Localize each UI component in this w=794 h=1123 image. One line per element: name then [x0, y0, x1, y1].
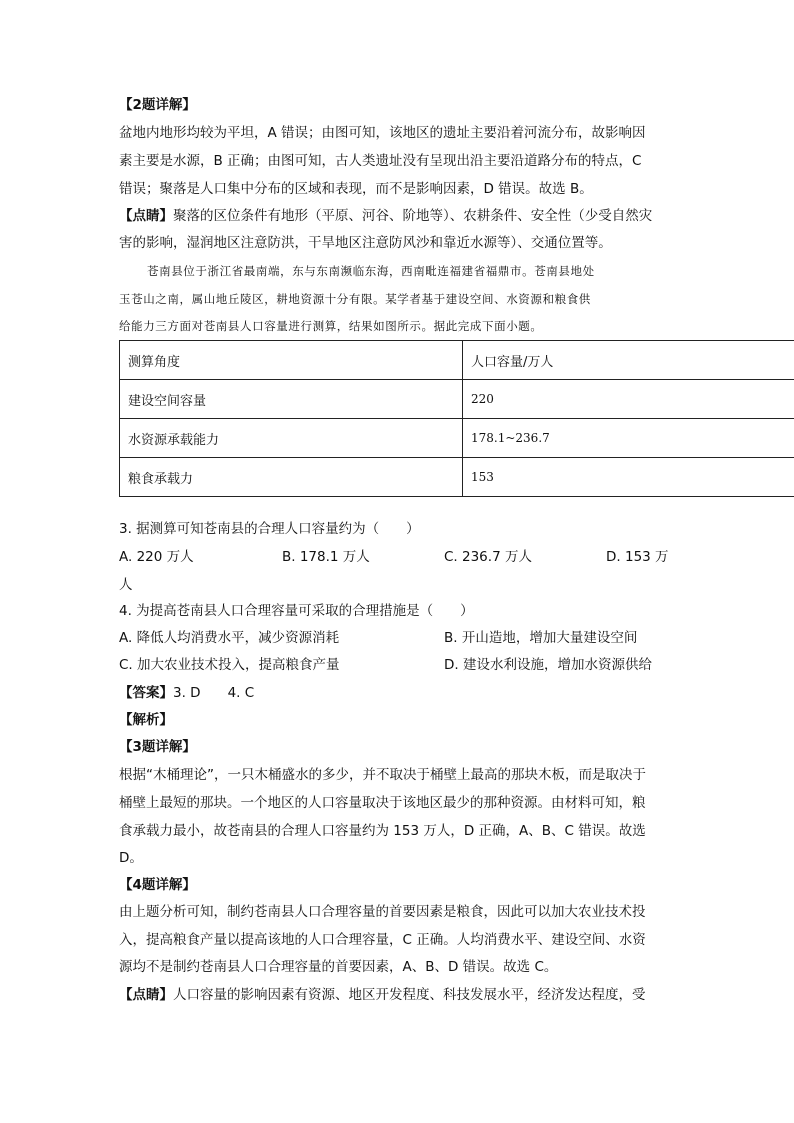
- q4detail-line-2: 入，提高粮食产量以提高该地的人口合理容量，C 正确。人均消费水平、建设空间、水资: [119, 932, 646, 948]
- table-cell: 153: [463, 458, 794, 497]
- q4detail-line-3: 源均不是制约苍南县人口合理容量的首要因素，A、B、D 错误。故选 C。: [119, 959, 558, 975]
- table-cell: 178.1~236.7: [463, 419, 794, 458]
- table-row: [120, 419, 794, 458]
- table-cell: 水资源承载能力: [120, 419, 463, 458]
- q3detail-line-1: 根据“木桶理论”，一只木桶盛水的多少，并不取决于桶壁上最高的那块木板，而是取决于: [119, 767, 646, 783]
- q4-option-a: A. 降低人均消费水平，减少资源消耗: [119, 630, 340, 646]
- table-header-cell: 人口容量/万人: [463, 341, 794, 380]
- q3-option-a: A. 220 万人: [119, 549, 194, 565]
- tip2-line: [119, 986, 646, 1004]
- passage-line-3: 给能力三方面对苍南县人口容量进行测算，结果如图所示。据此完成下面小题。: [119, 319, 543, 333]
- tip1-line-2: 害的影响，湿润地区注意防洪，干旱地区注意防风沙和靠近水源等）、交通位置等。: [119, 235, 612, 251]
- analysis-label: 【解析】: [119, 712, 173, 728]
- q3detail-line-4: D。: [119, 850, 143, 866]
- tip1-label: 【点睛】: [119, 208, 173, 224]
- q2-line-1: 盆地内地形均较为平坦，A 错误；由图可知，该地区的遗址主要沿着河流分布，故影响因: [119, 125, 646, 141]
- table-cell: 220: [463, 380, 794, 419]
- tip1-line-1: [119, 207, 652, 225]
- q4detail-line-1: 由上题分析可知，制约苍南县人口合理容量的首要因素是粮食，因此可以加大农业技术投: [119, 904, 646, 920]
- q3-option-b: B. 178.1 万人: [282, 549, 370, 565]
- tip1-text-1: 聚落的区位条件有地形（平原、河谷、阶地等）、农耕条件、安全性（少受自然灾: [173, 208, 653, 224]
- tip2-text: 人口容量的影响因素有资源、地区开发程度、科技发展水平，经济发达程度，受: [173, 987, 646, 1003]
- table-header-cell: 测算角度: [120, 341, 463, 380]
- answer-label: 【答案】: [119, 685, 173, 701]
- q4-option-c: C. 加大农业技术投入，提高粮食产量: [119, 657, 340, 673]
- q2-line-2: 素主要是水源，B 正确；由图可知，古人类遗址没有呈现出沿主要沿道路分布的特点，C: [119, 153, 642, 169]
- q4-option-d: D. 建设水利设施，增加水资源供给: [444, 657, 652, 673]
- table-header-row: [120, 341, 794, 380]
- q2-line-3: 错误；聚落是人口集中分布的区域和表现，而不是影响因素，D 错误。故选 B。: [119, 181, 593, 197]
- q3detail-heading: 【3题详解】: [119, 739, 196, 755]
- table-row: [120, 458, 794, 497]
- table-cell: 粮食承载力: [120, 458, 463, 497]
- q3-option-d: D. 153 万: [606, 549, 669, 565]
- passage-line-1: 苍南县位于浙江省最南端，东与东南濒临东海，西南毗连福建省福鼎市。苍南县地处: [147, 264, 595, 278]
- q2-heading: 【2题详解】: [119, 97, 196, 113]
- passage-line-2: 玉苍山之南，属山地丘陵区，耕地资源十分有限。某学者基于建设空间、水资源和粮食供: [119, 292, 591, 306]
- q3detail-line-3: 食承载力最小，故苍南县的合理人口容量约为 153 万人，D 正确，A、B、C 错误。故选: [119, 823, 646, 839]
- tip2-label: 【点睛】: [119, 987, 173, 1003]
- q3-option-wrap: 人: [119, 577, 133, 593]
- answer-text: 3. D 4. C: [173, 685, 255, 701]
- population-capacity-table: [119, 340, 794, 497]
- answer-line: [119, 684, 254, 702]
- table-row: [120, 380, 794, 419]
- q3-option-c: C. 236.7 万人: [444, 549, 532, 565]
- q3-stem: 3. 据测算可知苍南县的合理人口容量约为（ ）: [119, 521, 420, 537]
- table-cell: 建设空间容量: [120, 380, 463, 419]
- q4-option-b: B. 开山造地，增加大量建设空间: [444, 630, 638, 646]
- q4detail-heading: 【4题详解】: [119, 877, 196, 893]
- q3detail-line-2: 桶壁上最短的那块。一个地区的人口容量取决于该地区最少的那种资源。由材料可知，粮: [119, 795, 646, 811]
- q4-stem: 4. 为提高苍南县人口合理容量可采取的合理措施是（ ）: [119, 603, 474, 619]
